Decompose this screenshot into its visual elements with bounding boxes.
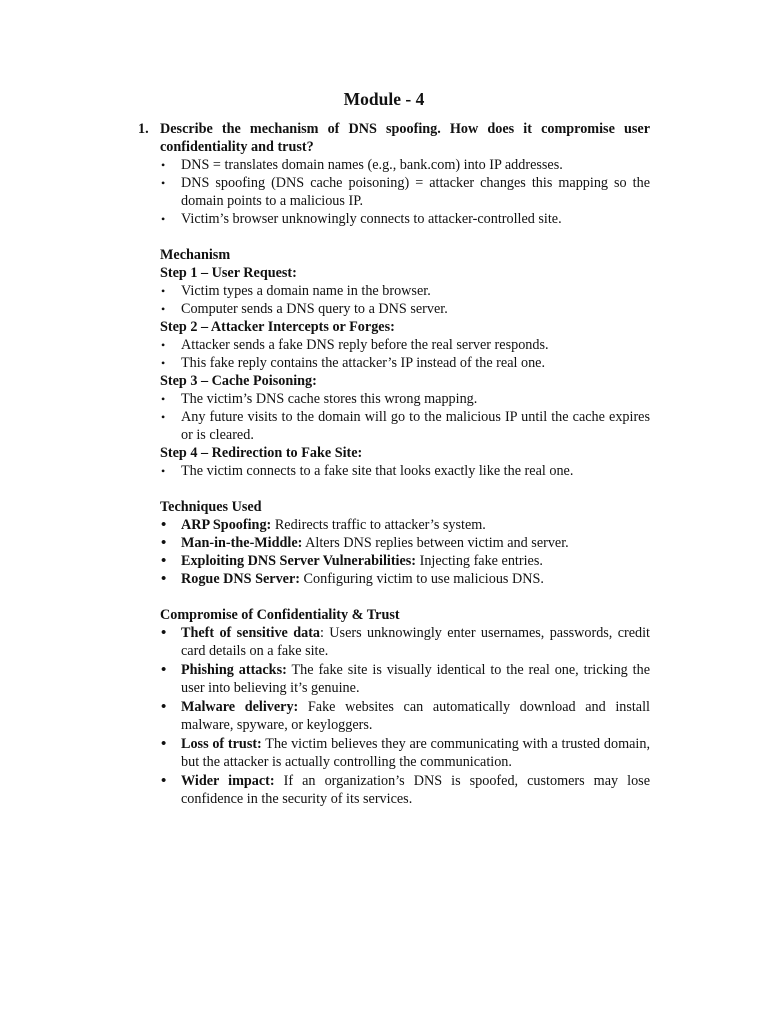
bullet-icon: •: [161, 356, 166, 370]
bullet-icon: •: [161, 517, 167, 533]
list-item: [160, 624, 650, 660]
list-item: [160, 552, 650, 570]
bullet-icon: •: [161, 410, 166, 424]
bullet-icon: •: [161, 625, 167, 641]
description: Redirects traffic to attacker’s system.: [271, 517, 486, 533]
compromise-list: [160, 624, 650, 808]
description: : Users unknowingly enter usernames, passwords, credit card details on a fake site.: [181, 625, 650, 659]
list-item: • DNS spoofing (DNS cache poisoning) = attacker changes this mapping so the domain points to a malicious IP.: [161, 175, 650, 209]
list-item: • This fake reply contains the attacker’s IP instead of the real one.: [161, 355, 546, 371]
list-item: • Attacker sends a fake DNS reply before the real server responds.: [161, 337, 549, 353]
question: [138, 120, 650, 156]
list-item: • DNS = translates domain names (e.g., bank.com) into IP addresses.: [161, 157, 563, 173]
techniques-list: [160, 516, 650, 588]
bullet-icon: •: [161, 464, 166, 478]
list-item: [160, 735, 650, 771]
list-item: [160, 534, 650, 552]
list-item: [160, 772, 650, 808]
section-heading-techniques: Techniques Used: [160, 499, 262, 515]
list-item: [160, 698, 650, 734]
list-item: • Victim’s browser unknowingly connects to attacker-controlled site.: [161, 211, 562, 227]
bullet-icon: •: [161, 571, 167, 587]
step-list: [160, 390, 650, 444]
list-item: [160, 570, 650, 588]
bullet-icon: •: [161, 736, 167, 752]
step-title: Step 3 – Cache Poisoning:: [160, 373, 317, 389]
bullet-icon: •: [161, 284, 166, 298]
bullet-icon: •: [161, 302, 166, 316]
bullet-icon: •: [161, 553, 167, 569]
step-title: Step 4 – Redirection to Fake Site:: [160, 445, 363, 461]
list-item: [160, 661, 650, 697]
description: Fake websites can automatically download and install malware, spyware, or keyloggers.: [181, 699, 650, 733]
description: Alters DNS replies between victim and server.: [302, 535, 569, 551]
intro-list: [160, 156, 650, 228]
question-number: 1.: [138, 121, 149, 137]
step-title: Step 1 – User Request:: [160, 265, 297, 281]
question-text: Describe the mechanism of DNS spoofing. How does it compromise user confidentiality and trust?: [160, 121, 650, 155]
term: ARP Spoofing:: [181, 517, 272, 533]
term: Wider impact:: [181, 773, 275, 789]
spacer: [160, 228, 650, 246]
term: Theft of sensitive data: [181, 625, 321, 641]
bullet-icon: •: [161, 338, 166, 352]
term: Rogue DNS Server:: [181, 571, 300, 587]
step-title: Step 2 – Attacker Intercepts or Forges:: [160, 319, 395, 335]
spacer: [160, 588, 650, 606]
step-list: [160, 462, 650, 480]
page-title: Module - 4: [343, 89, 425, 109]
section-heading-mechanism: Mechanism: [160, 247, 231, 263]
bullet-icon: •: [161, 699, 167, 715]
description: The victim believes they are communicating with a trusted domain, but the attacker is actually controlling the communication.: [181, 736, 650, 770]
bullet-icon: •: [161, 662, 167, 678]
bullet-icon: •: [161, 773, 167, 789]
term: Loss of trust:: [181, 736, 262, 752]
spacer: [160, 480, 650, 498]
bullet-icon: •: [161, 392, 166, 406]
section-heading-compromise: Compromise of Confidentiality & Trust: [160, 607, 400, 623]
description: Configuring victim to use malicious DNS.: [300, 571, 544, 587]
term: Malware delivery:: [181, 699, 299, 715]
list-item: • Computer sends a DNS query to a DNS server.: [161, 301, 448, 317]
step-list: [160, 282, 650, 318]
list-item: [160, 516, 650, 534]
description: Injecting fake entries.: [416, 553, 543, 569]
step-list: [160, 336, 650, 372]
list-item: • Victim types a domain name in the browser.: [161, 283, 431, 299]
question-block: [138, 120, 650, 809]
bullet-icon: •: [161, 535, 167, 551]
bullet-icon: •: [161, 176, 166, 190]
list-item: • The victim connects to a fake site that looks exactly like the real one.: [161, 463, 574, 479]
term: Phishing attacks:: [181, 662, 287, 678]
bullet-icon: •: [161, 212, 166, 226]
list-item: • Any future visits to the domain will go to the malicious IP until the cache expires or is cleared.: [161, 409, 650, 443]
bullet-icon: •: [161, 158, 166, 172]
list-item: • The victim’s DNS cache stores this wrong mapping.: [161, 391, 478, 407]
answer-body: [160, 156, 650, 808]
description: The fake site is visually identical to the real one, tricking the user into believing it’s genuine.: [181, 662, 651, 696]
term: Man-in-the-Middle:: [181, 535, 303, 551]
term: Exploiting DNS Server Vulnerabilities:: [181, 553, 417, 569]
description: If an organization’s DNS is spoofed, customers may lose confidence in the security of its services.: [181, 773, 650, 807]
